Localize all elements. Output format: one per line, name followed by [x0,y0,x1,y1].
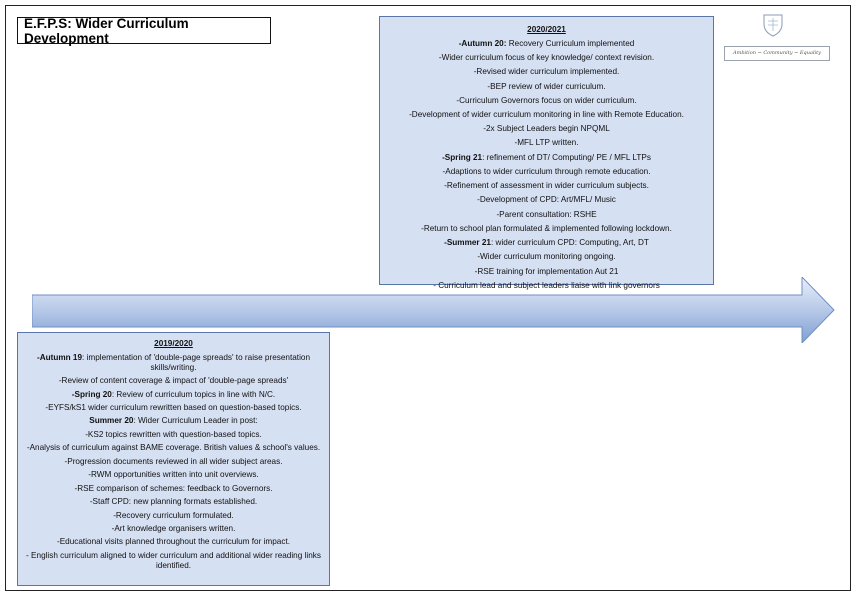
timeline-entry [26,376,321,386]
entry-text: -Curriculum Governors focus on wider curriculum. [456,95,637,105]
timeline-entry [26,497,321,507]
panel-2020-2021-heading: 2020/2021 [527,25,566,34]
timeline-entry [26,416,321,426]
entry-text: -Refinement of assessment in wider curriculum subjects. [444,181,649,191]
page-title [17,17,271,44]
timeline-entry [386,153,707,163]
entry-text: -Revised wider curriculum implemented. [473,67,620,77]
timeline-entry [26,524,321,534]
entry-text: -Adaptions to wider curriculum through remote education. [442,166,651,176]
page-title-text: E.F.P.S: Wider Curriculum Development [24,15,189,46]
entry-text: Recovery Curriculum implemented [506,38,635,48]
entry-term-label: Summer 20 [89,416,134,426]
entry-term-label: -Autumn 20: [458,38,507,48]
timeline-entry [386,238,707,248]
entry-text: : Review of curriculum topics in line with N/C. [111,389,276,399]
timeline-entry [386,167,707,177]
entry-text: : wider curriculum CPD: Computing, Art, DT [490,238,649,248]
entry-text: -Analysis of curriculum against BAME coverage. British values & school's values. [26,443,321,453]
panel-2020-2021-lines [386,39,707,291]
entry-text: -Art knowledge organisers written. [111,523,236,533]
panel-2020-2021 [379,16,714,290]
timeline-entry [26,390,321,400]
timeline-entry [386,39,707,49]
entry-text: -RSE comparison of schemes: feedback to Governors. [74,483,273,493]
timeline-entry [26,551,321,571]
entry-text: -Parent consultation: RSHE [496,209,597,219]
timeline-entry [386,224,707,234]
entry-text: -Staff CPD: new planning formats established. [89,497,258,507]
entry-term-label: -Spring 20 [71,389,112,399]
timeline-entry [386,53,707,63]
entry-text: -MFL LTP written. [514,138,579,148]
timeline-entry [26,457,321,467]
timeline-entry [26,537,321,547]
timeline-entry [386,138,707,148]
timeline-entry [26,353,321,373]
entry-text: -BEP review of wider curriculum. [487,81,606,91]
entry-text: -Wider curriculum focus of key knowledge/ context revision. [438,53,655,63]
school-crest-icon [762,13,784,37]
entry-term-label: -Spring 21 [442,152,483,162]
entry-text: : refinement of DT/ Computing/ PE / MFL LTPs [482,152,651,162]
entry-term-label: -Summer 21 [444,238,491,248]
timeline-entry [386,210,707,220]
timeline-entry [386,195,707,205]
timeline-entry [26,470,321,480]
entry-text: -Educational visits planned throughout the curriculum for impact. [56,537,290,547]
timeline-entry [26,430,321,440]
timeline-entry [386,67,707,77]
timeline-entry [386,124,707,134]
timeline-entry [386,82,707,92]
timeline-entry [386,181,707,191]
entry-text: -Development of CPD: Art/MFL/ Music [477,195,616,205]
timeline-entry [26,403,321,413]
timeline-entry [26,484,321,494]
entry-text: - Curriculum lead and subject leaders liaise with link governors [433,280,660,290]
timeline-entry [26,443,321,453]
entry-text: : Wider Curriculum Leader in post: [133,416,258,426]
timeline-entry [386,110,707,120]
entry-text: : implementation of 'double-page spreads' to raise presentation skills/writing. [82,352,310,372]
panel-2019-2020-heading: 2019/2020 [154,339,193,348]
entry-text: -RWM opportunities written into unit overviews. [88,470,259,480]
entry-text: -Review of content coverage & impact of 'double-page spreads' [58,376,289,386]
timeline-entry [386,96,707,106]
entry-text: -RSE training for implementation Aut 21 [474,266,619,276]
timeline-entry [386,267,707,277]
panel-2019-2020 [17,332,330,586]
panel-2019-2020-lines [26,353,321,571]
entry-text: - English curriculum aligned to wider curriculum and additional wider reading links identified. [26,550,321,570]
entry-text: -Return to school plan formulated & implemented following lockdown. [421,223,672,233]
entry-text: -2x Subject Leaders begin NPQML [483,124,610,134]
timeline-entry [386,252,707,262]
school-motto [724,46,830,61]
entry-text: -Development of wider curriculum monitoring in line with Remote Education. [409,110,684,120]
entry-text: -Wider curriculum monitoring ongoing. [477,252,616,262]
timeline-entry [26,511,321,521]
entry-text: -Progression documents reviewed in all wider subject areas. [64,456,283,466]
entry-text: -Recovery curriculum formulated. [113,510,234,520]
entry-text: -EYFS/kS1 wider curriculum rewritten based on question-based topics. [45,403,302,412]
school-motto-text: Ambition ~ Community ~ Equality [732,50,821,56]
timeline-entry [386,281,707,291]
entry-text: -KS2 topics rewritten with question-based topics. [85,429,262,439]
entry-term-label: -Autumn 19 [37,352,83,362]
